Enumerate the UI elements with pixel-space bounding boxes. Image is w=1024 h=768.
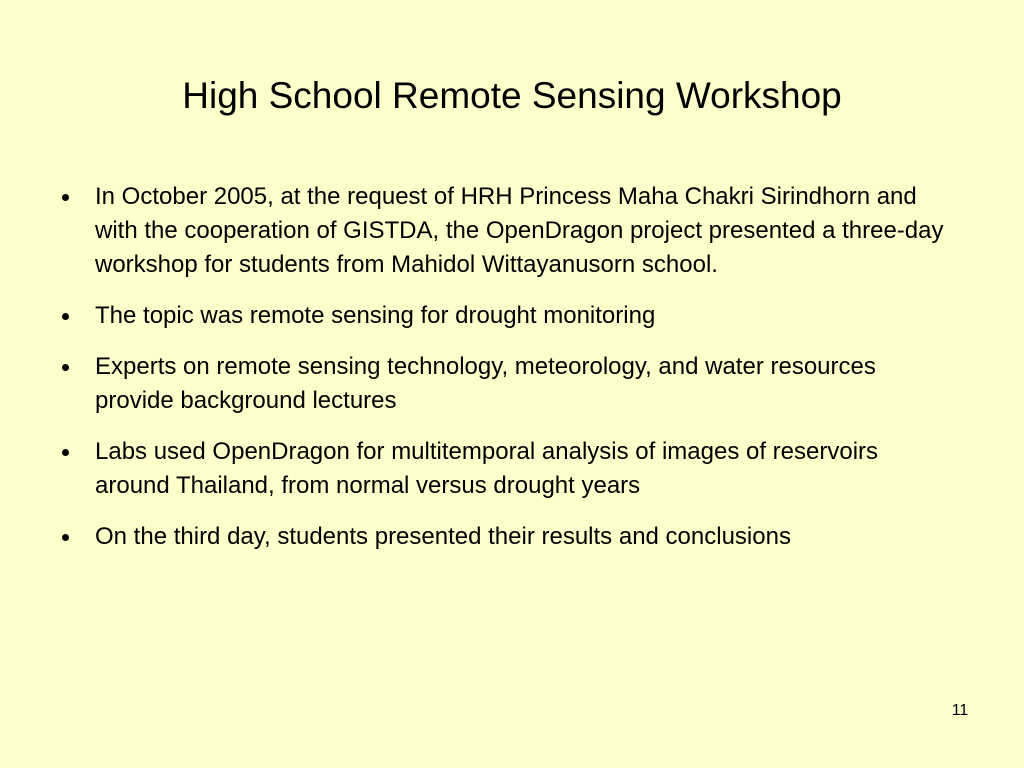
page-number: 11 [951, 702, 969, 719]
bullet-icon [62, 194, 69, 201]
bullet-text-3: Experts on remote sensing technology, meteorology, and water resources provide background lectures [95, 353, 876, 414]
bullet-item-5 [58, 520, 958, 554]
bullet-item-2 [58, 299, 958, 333]
slide-title: High School Remote Sensing Workshop [182, 75, 842, 116]
bullet-icon [62, 534, 69, 541]
bullet-icon [62, 449, 69, 456]
bullet-text-5: On the third day, students presented their results and conclusions [95, 523, 791, 550]
bullet-text-4: Labs used OpenDragon for multitemporal analysis of images of reservoirs around Thailand, from normal versus drought years [95, 438, 879, 499]
bullet-item-1 [58, 180, 958, 282]
bullet-icon [62, 313, 69, 320]
bullet-list [58, 180, 958, 571]
bullet-item-3 [58, 350, 958, 418]
bullet-item-4 [58, 435, 958, 503]
bullet-text-2: The topic was remote sensing for drought monitoring [95, 302, 656, 329]
bullet-icon [62, 364, 69, 371]
bullet-text-1: In October 2005, at the request of HRH Princess Maha Chakri Sirindhorn and with the cooperation of GISTDA, the OpenDragon project presented a three-day workshop for students from Mahidol Wittayanusorn school. [95, 183, 944, 278]
